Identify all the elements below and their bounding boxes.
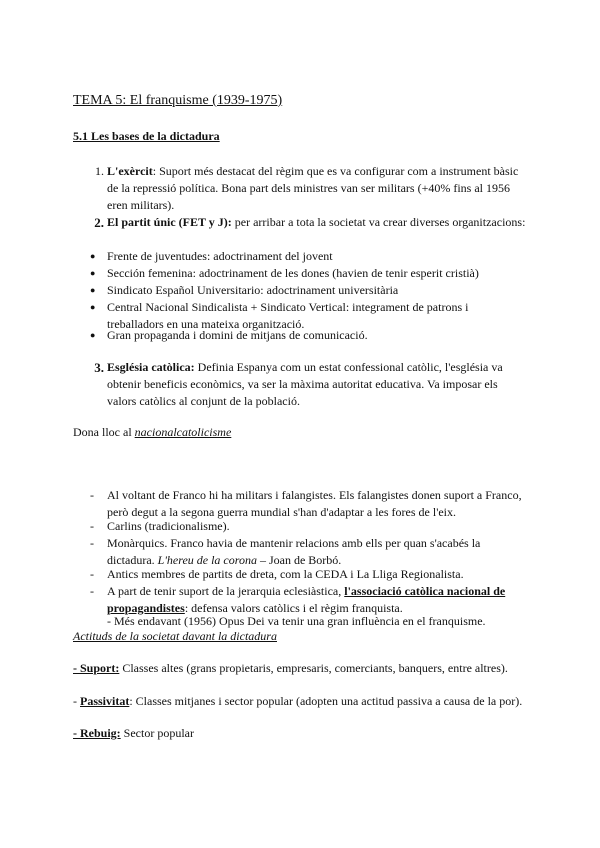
dash-marker: -: [90, 584, 94, 598]
item-text: per arribar a tota la societat va crear diverses organitzacions:: [231, 215, 526, 229]
actituds-heading: Actituds de la societat davant la dictadura: [73, 629, 277, 643]
nacionalcatolicisme-line: [73, 425, 231, 440]
dash-text: Carlins (tradicionalisme).: [107, 519, 230, 533]
passivitat-label: Passivitat: [80, 694, 130, 708]
passivitat-text: : Classes mitjanes i sector popular (adopten una actitud passiva a causa de la por).: [129, 694, 523, 708]
rebuig-text: Sector popular: [120, 726, 194, 740]
suport-label: - Suport:: [73, 661, 120, 675]
dash-marker: -: [90, 519, 94, 533]
item-number: 2.: [94, 215, 104, 230]
nacional-term: nacionalcatolicisme: [134, 425, 232, 439]
dash-text: – Joan de Borbó.: [256, 553, 342, 567]
item-text: : Suport més destacat del règim que es va configurar com a instrument bàsic de la repressió política. Bona part dels ministres van ser militars (+40% fins al 1956 eren militars).: [107, 164, 519, 212]
bullet-text: Sección femenina: adoctrinament de les dones (havien de tenir esperit cristià): [107, 266, 479, 280]
bullet-marker: ●: [90, 302, 96, 312]
dash-text-italic: L'hereu de la corona: [157, 553, 257, 567]
bullet-marker: ●: [90, 330, 96, 340]
item-head: Església catòlica:: [107, 360, 195, 374]
dash-text-bold: l'associació catòlica nacional de propagandistes: [107, 584, 506, 615]
bullet-text: Sindicato Español Universitario: adoctrinament universitària: [107, 283, 399, 297]
item-text: Definia Espanya com un estat confessional catòlic, l'església va obtenir beneficis econòmics, va ser la màxima autoritat educativa. Va imposar els valors catòlics al conjunt de la població.: [107, 360, 503, 408]
item-number: 3.: [94, 360, 104, 375]
suport-line: [73, 661, 508, 676]
dash-marker: -: [90, 536, 94, 550]
dash-text: A part de tenir suport de la jerarquia eclesiàstica,: [107, 584, 345, 598]
opus-dei-line: - Més endavant (1956) Opus Dei va tenir una gran influència en el franquisme.: [107, 614, 486, 628]
page-title: TEMA 5: El franquisme (1939-1975): [73, 93, 283, 108]
dash-marker: -: [90, 567, 94, 581]
item-head: L'exèrcit: [107, 164, 153, 178]
bullet-marker: ●: [90, 285, 96, 295]
bullet-text: Frente de juventudes: adoctrinament del jovent: [107, 249, 333, 263]
nacional-prefix: Dona lloc al: [73, 425, 135, 439]
dash-text: Al voltant de Franco hi ha militars i falangistes. Els falangistes donen suport a Franco, però degut a la segona guerra mundial s'han d'adaptar a les fores de l'eix.: [107, 488, 522, 519]
item-head: El partit únic (FET y J):: [107, 215, 232, 229]
bullet-text: Central Nacional Sindicalista + Sindicato Vertical: integrament de patrons i treballadors en una mateixa organització.: [107, 300, 469, 331]
bullet-text: Gran propaganda i domini de mitjans de comunicació.: [107, 328, 368, 342]
dash-text: : defensa valors catòlics i el règim franquista.: [184, 601, 403, 615]
suport-text: Classes altes (grans propietaris, empresaris, comerciants, banquers, entre altres).: [119, 661, 508, 675]
dash-text: Monàrquics. Franco havia de mantenir relacions amb ells per quan s'acabés la dictadura.: [107, 536, 481, 567]
item-number: 1.: [95, 164, 104, 178]
rebuig-line: [73, 726, 194, 741]
dash-marker: -: [90, 488, 94, 502]
passivitat-line: [73, 694, 522, 709]
rebuig-label: - Rebuig:: [73, 726, 121, 740]
section-heading: 5.1 Les bases de la dictadura: [73, 129, 220, 143]
dash-text: Antics membres de partits de dreta, com la CEDA i La Lliga Regionalista.: [107, 567, 464, 581]
bullet-marker: ●: [90, 251, 96, 261]
passivitat-prefix: -: [73, 694, 80, 708]
bullet-marker: ●: [90, 268, 96, 278]
